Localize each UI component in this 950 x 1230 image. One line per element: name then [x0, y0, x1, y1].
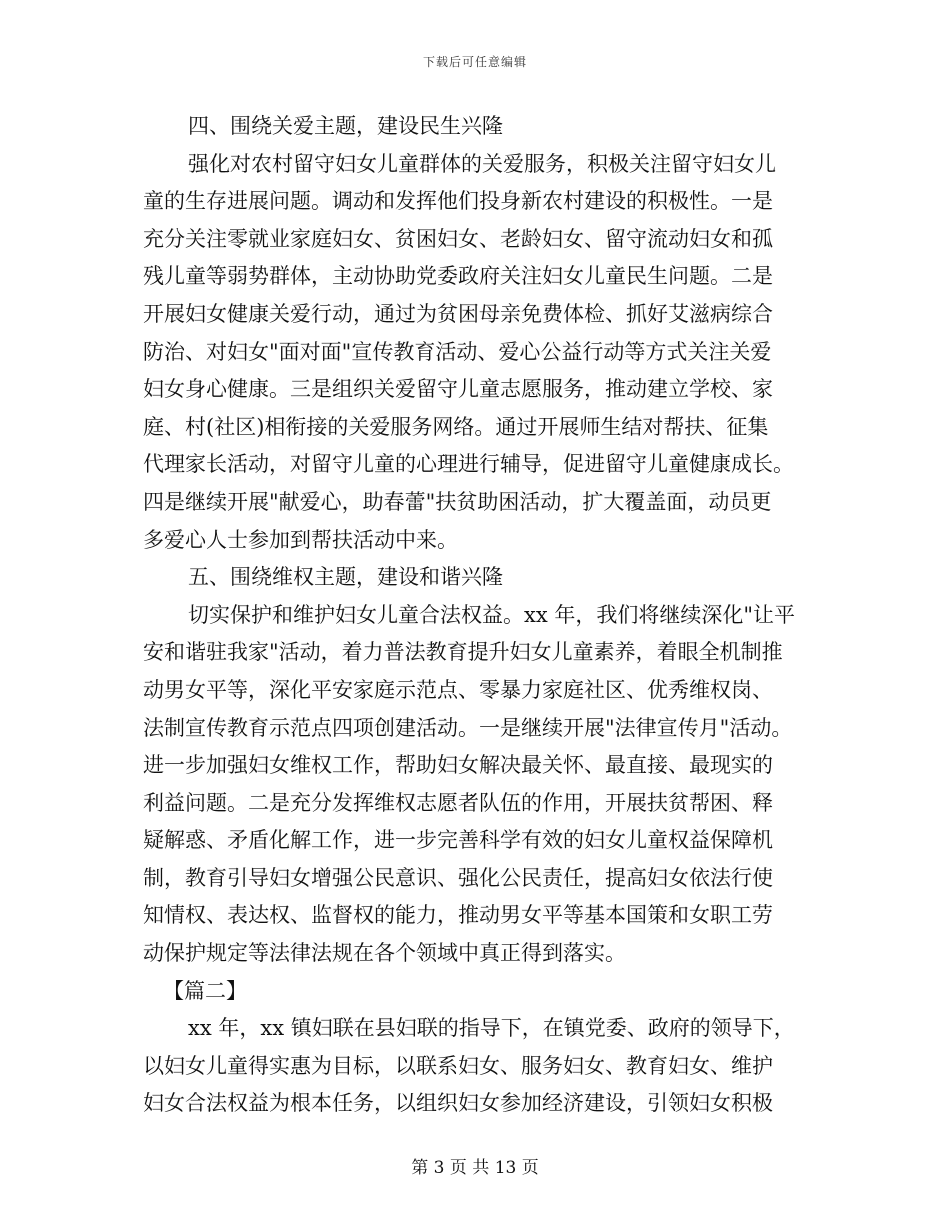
paragraph-line: 切实保护和维护妇女儿童合法权益。xx 年，我们将继续深化"让平 — [188, 602, 796, 627]
paragraph-line: 妇女身心健康。三是组织关爱留守儿童志愿服务，推动建立学校、家 — [143, 377, 773, 402]
paragraph-line: 四是继续开展"献爱心，助春蕾"扶贫助困活动，扩大覆盖面，动员更 — [143, 489, 772, 514]
paragraph-line: 残儿童等弱势群体，主动协助党委政府关注妇女儿童民生问题。二是 — [143, 264, 773, 289]
page-number: 第 3 页 共 13 页 — [411, 1158, 539, 1178]
paragraph-line: 多爱心人士参加到帮扶活动中来。 — [143, 527, 458, 552]
paragraph-line: 法制宣传教育示范点四项创建活动。一是继续开展"法律宣传月"活动。 — [143, 715, 793, 740]
paragraph-line: 动男女平等，深化平安家庭示范点、零暴力家庭社区、优秀维权岗、 — [143, 677, 773, 702]
paragraph-line: 强化对农村留守妇女儿童群体的关爱服务，积极关注留守妇女儿 — [188, 151, 776, 176]
paragraph-line: 开展妇女健康关爱行动，通过为贫困母亲免费体检、抓好艾滋病综合 — [143, 301, 773, 326]
paragraph-line: 以妇女儿童得实惠为目标，以联系妇女、服务妇女、教育妇女、维护 — [143, 1053, 773, 1078]
paragraph-line: 利益问题。二是充分发挥维权志愿者队伍的作用，开展扶贫帮困、释 — [143, 790, 773, 815]
paragraph-line: 庭、村(社区)相衔接的关爱服务网络。通过开展师生结对帮扶、征集 — [143, 414, 769, 439]
section-heading-4: 四、围绕关爱主题，建设民生兴隆 — [188, 114, 503, 138]
paragraph-line: 制，教育引导妇女增强公民意识、强化公民责任，提高妇女依法行使 — [143, 865, 773, 890]
document-body — [143, 108, 809, 1123]
paragraph-line: 代理家长活动，对留守儿童的心理进行辅导，促进留守儿童健康成长。 — [143, 452, 794, 477]
paragraph-line: 童的生存进展问题。调动和发挥他们投身新农村建设的积极性。一是 — [143, 189, 773, 214]
paragraph-line: 进一步加强妇女维权工作，帮助妇女解决最关怀、最直接、最现实的 — [143, 753, 773, 778]
paragraph-line: 防治、对妇女"面对面"宣传教育活动、爱心公益行动等方式关注关爱 — [143, 339, 772, 364]
part-heading: 【篇二】 — [163, 978, 247, 1003]
paragraph-line: 安和谐驻我家"活动，着力普法教育提升妇女儿童素养，着眼全机制推 — [143, 640, 783, 665]
page-header: 下载后可任意编辑 — [422, 55, 527, 69]
paragraph-line: 知情权、表达权、监督权的能力，推动男女平等基本国策和女职工劳 — [143, 903, 773, 928]
paragraph-line: xx 年，xx 镇妇联在县妇联的指导下，在镇党委、政府的领导下， — [188, 1016, 795, 1041]
paragraph-line: 动保护规定等法律法规在各个领域中真正得到落实。 — [143, 941, 626, 966]
paragraph-line: 妇女合法权益为根本任务，以组织妇女参加经济建设，引领妇女积极 — [143, 1091, 773, 1116]
section-heading-5: 五、围绕维权主题，建设和谐兴隆 — [188, 565, 503, 590]
paragraph-line: 疑解惑、矛盾化解工作，进一步完善科学有效的妇女儿童权益保障机 — [143, 828, 773, 853]
paragraph-line: 充分关注零就业家庭妇女、贫困妇女、老龄妇女、留守流动妇女和孤 — [143, 226, 773, 251]
